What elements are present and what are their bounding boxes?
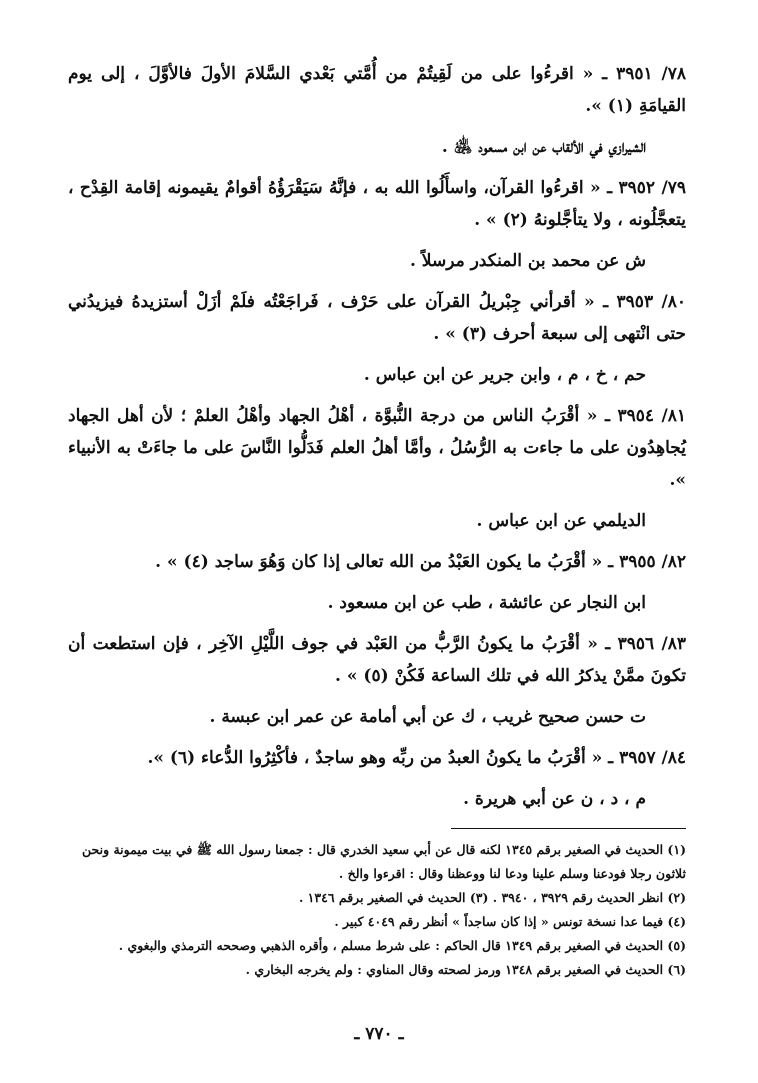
page-number: ـ ٧٧٠ ـ [354,1024,404,1044]
footnote-divider [451,828,686,829]
hadith-paragraph: ٧٨/ ٣٩٥١ ـ « اقرءُوا على من لَقِيتُمْ من أُمَّتي بَعْدي السَّلامَ الأولَ فالأوَّلَ ، إلى يوم القيامَةِ (١) ». [68,64,687,116]
hadith-paragraph: ٨١/ ٣٩٥٤ ـ « أقْرَبُ الناس من درجة النُّبوَّة ، أهْلُ الجهاد وأهْلُ العلمْ ؛ لأن أهل الجهاد يُجاهِدُون على ما جاءت به الرُّسُلُ ، وأمَّا أهلُ العلم فَدَلُّوا النَّاسَ على ما جاءَتْ به الأنبياء ». [68,406,686,490]
source-citation: حم ، خ ، م ، وابن جرير عن ابن عباس . [363,365,646,385]
source-citation: ش عن محمد بن المنكدر مرسلاً . [409,251,646,271]
hadith-paragraph: ٨٤/ ٣٩٥٧ ـ « أقْرَبُ ما يكونُ العبدُ من ربِّه وهو ساجدٌ ، فأكْثِرُوا الدُّعاء (٦) ». [147,748,686,768]
hadith-paragraph: ٨٢/ ٣٩٥٥ ـ « أقْرَبُ ما يكون العَبْدُ من الله تعالى إذا كان وَهُوَ ساجد (٤) » . [155,552,686,572]
source-citation: ت حسن صحيح غريب ، ك عن أبي أمامة عن عمر ابن عبسة . [209,707,646,727]
footnote: (٢) انظر الحديث رقم ٣٩٢٩ ، ٣٩٤٠ . (٣) الحديث في الصغير برقم ١٣٤٦ . [298,890,686,905]
source-citation: م ، د ، ن عن أبي هريرة . [463,789,646,809]
footnotes [72,838,686,982]
footnote: (٥) الحديث في الصغير برقم ١٣٤٩ قال الحاكم : على شرط مسلم ، وأقره الذهبي وصححه الترمذي والبغوي . [118,938,686,953]
source-citation: الشيرازي في الألقاب عن ابن مسعود ﵁ . [441,137,646,157]
hadith-paragraph: ٧٩/ ٣٩٥٢ ـ « اقرءُوا القرآن، واسأَلُوا الله به ، فإنَّهُ سَيَقْرَؤُهُ أقوامٌ يقيمونه إقامة القِدْح ، يتعجَّلُونه ، ولا يتأجَّلونهُ (٢) » . [68,178,686,230]
hadith-paragraph: ٨٠/ ٣٩٥٣ ـ « أقرأني جِبْريلُ القرآن على حَرْف ، فَراجَعْتُه فلَمْ أزَلْ أستزيدهُ فيزيدُني حتى انْتهى إلى سبعة أحرف (٣) » . [68,292,686,344]
source-citation: الديلمي عن ابن عباس . [476,511,646,531]
source-citation: ابن النجار عن عائشة ، طب عن ابن مسعود . [327,593,646,613]
hadith-paragraph: ٨٣/ ٣٩٥٦ ـ « أقْرَبُ ما يكونُ الرَّبُّ من العَبْد في جوف اللَّيْلِ الآخِر ، فإن استطعت أن تكونَ ممَّنْ يذكرُ الله في تلك الساعة فَكُنْ (٥) » . [68,634,686,686]
footnote: (١) الحديث في الصغير برقم ١٣٤٥ لكنه قال عن أبي سعيد الخدري قال : جمعنا رسول الله ﷺ في بيت ميمونة ونحن ثلاثون رجلا فودعنا وسلم علينا ودعا لنا ووعظنا وقال : اقرءوا والخ . [82,842,686,881]
footnote: (٤) فيما عدا نسخة تونس « إذا كان ساجداً » أنظر رقم ٤٠٤٩ كبير . [334,914,686,929]
footnote: (٦) الحديث في الصغير برقم ١٣٤٨ ورمز لصحته وقال المناوي : ولم يخرجه البخاري . [245,962,686,977]
main-text [68,58,686,824]
